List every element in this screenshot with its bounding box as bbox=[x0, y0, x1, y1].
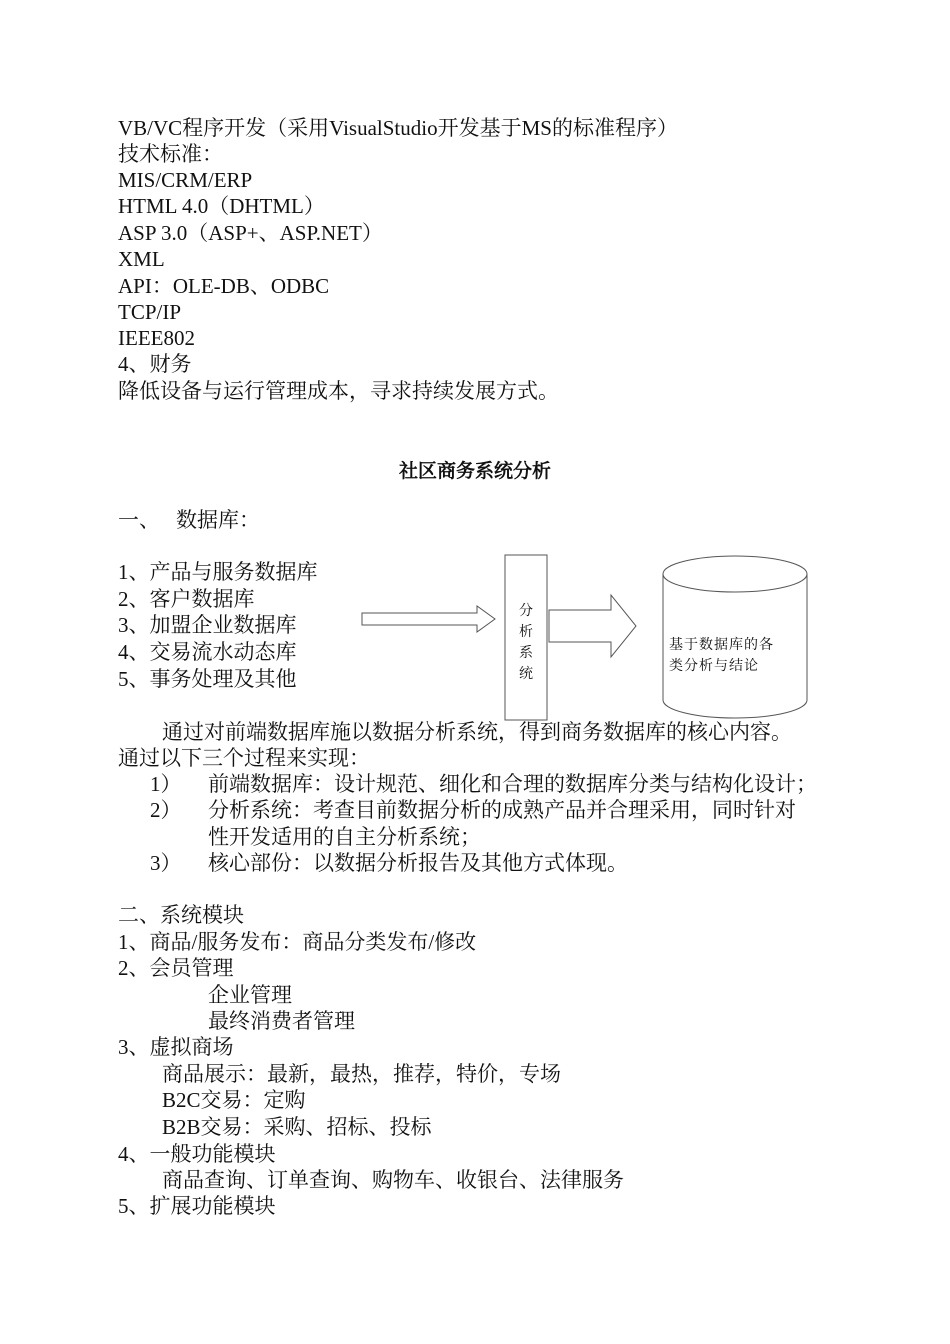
step-number: 1） bbox=[150, 772, 182, 796]
flow-diagram bbox=[355, 550, 815, 725]
list-item: 1、商品/服务发布：商品分类发布/修改 bbox=[118, 930, 477, 954]
list-item: 2、会员管理 bbox=[118, 956, 234, 980]
paragraph-line: 通过对前端数据库施以数据分析系统，得到商务数据库的核心内容。 bbox=[162, 720, 792, 744]
list-item: 1、产品与服务数据库 bbox=[118, 560, 318, 584]
list-item: 3、加盟企业数据库 bbox=[118, 613, 297, 637]
list-item: 5、扩展功能模块 bbox=[118, 1194, 276, 1218]
sub-item: B2C交易：定购 bbox=[162, 1088, 306, 1112]
section-heading: 二、系统模块 bbox=[118, 903, 244, 927]
sub-item: 商品展示：最新，最热，推荐，特价，专场 bbox=[162, 1062, 561, 1086]
text-line: 技术标准： bbox=[118, 142, 223, 166]
list-item: 4、交易流水动态库 bbox=[118, 640, 297, 664]
arrow-right-icon bbox=[549, 595, 636, 657]
text-line: XML bbox=[118, 247, 165, 271]
step-text: 性开发适用的自主分析系统； bbox=[208, 825, 481, 849]
sub-item: B2B交易：采购、招标、投标 bbox=[162, 1115, 432, 1139]
analysis-box-label: 分 析 系 统 bbox=[519, 603, 533, 682]
section-number: 一、 bbox=[118, 508, 160, 532]
list-item: 2、客户数据库 bbox=[118, 587, 255, 611]
sub-item: 最终消费者管理 bbox=[208, 1009, 355, 1033]
page-title: 社区商务系统分析 bbox=[398, 460, 551, 482]
text-line: IEEE802 bbox=[118, 326, 195, 350]
text-line: API：OLE-DB、ODBC bbox=[118, 274, 330, 298]
text-line: 4、财务 bbox=[118, 352, 192, 376]
text-line: TCP/IP bbox=[118, 300, 182, 324]
step-number: 3） bbox=[150, 851, 182, 875]
section-heading-text: 数据库： bbox=[176, 508, 260, 532]
cylinder-label: 基于数据库的各 类分析与结论 bbox=[669, 637, 774, 674]
paragraph-line: 通过以下三个过程来实现： bbox=[118, 746, 370, 770]
list-item: 5、事务处理及其他 bbox=[118, 667, 297, 691]
text-line: VB/VC程序开发（采用VisualStudio开发基于MS的标准程序） bbox=[118, 116, 678, 140]
text-line: 降低设备与运行管理成本，寻求持续发展方式。 bbox=[118, 379, 559, 403]
step-number: 2） bbox=[150, 798, 182, 822]
arrow-right-icon bbox=[362, 606, 495, 632]
text-line: ASP 3.0（ASP+、ASP.NET） bbox=[118, 221, 383, 245]
sub-item: 企业管理 bbox=[208, 983, 292, 1007]
text-line: MIS/CRM/ERP bbox=[118, 168, 253, 192]
step-text: 前端数据库：设计规范、细化和合理的数据库分类与结构化设计； bbox=[208, 772, 817, 796]
section-heading bbox=[118, 507, 260, 533]
sub-item: 商品查询、订单查询、购物车、收银台、法律服务 bbox=[162, 1168, 624, 1192]
text-line: HTML 4.0（DHTML） bbox=[118, 194, 325, 218]
list-item: 3、虚拟商场 bbox=[118, 1035, 234, 1059]
step-text: 分析系统：考查目前数据分析的成熟产品并合理采用，同时针对 bbox=[208, 798, 796, 822]
list-item: 4、一般功能模块 bbox=[118, 1142, 276, 1166]
database-cylinder-top bbox=[663, 556, 807, 592]
step-text: 核心部份：以数据分析报告及其他方式体现。 bbox=[208, 851, 628, 875]
